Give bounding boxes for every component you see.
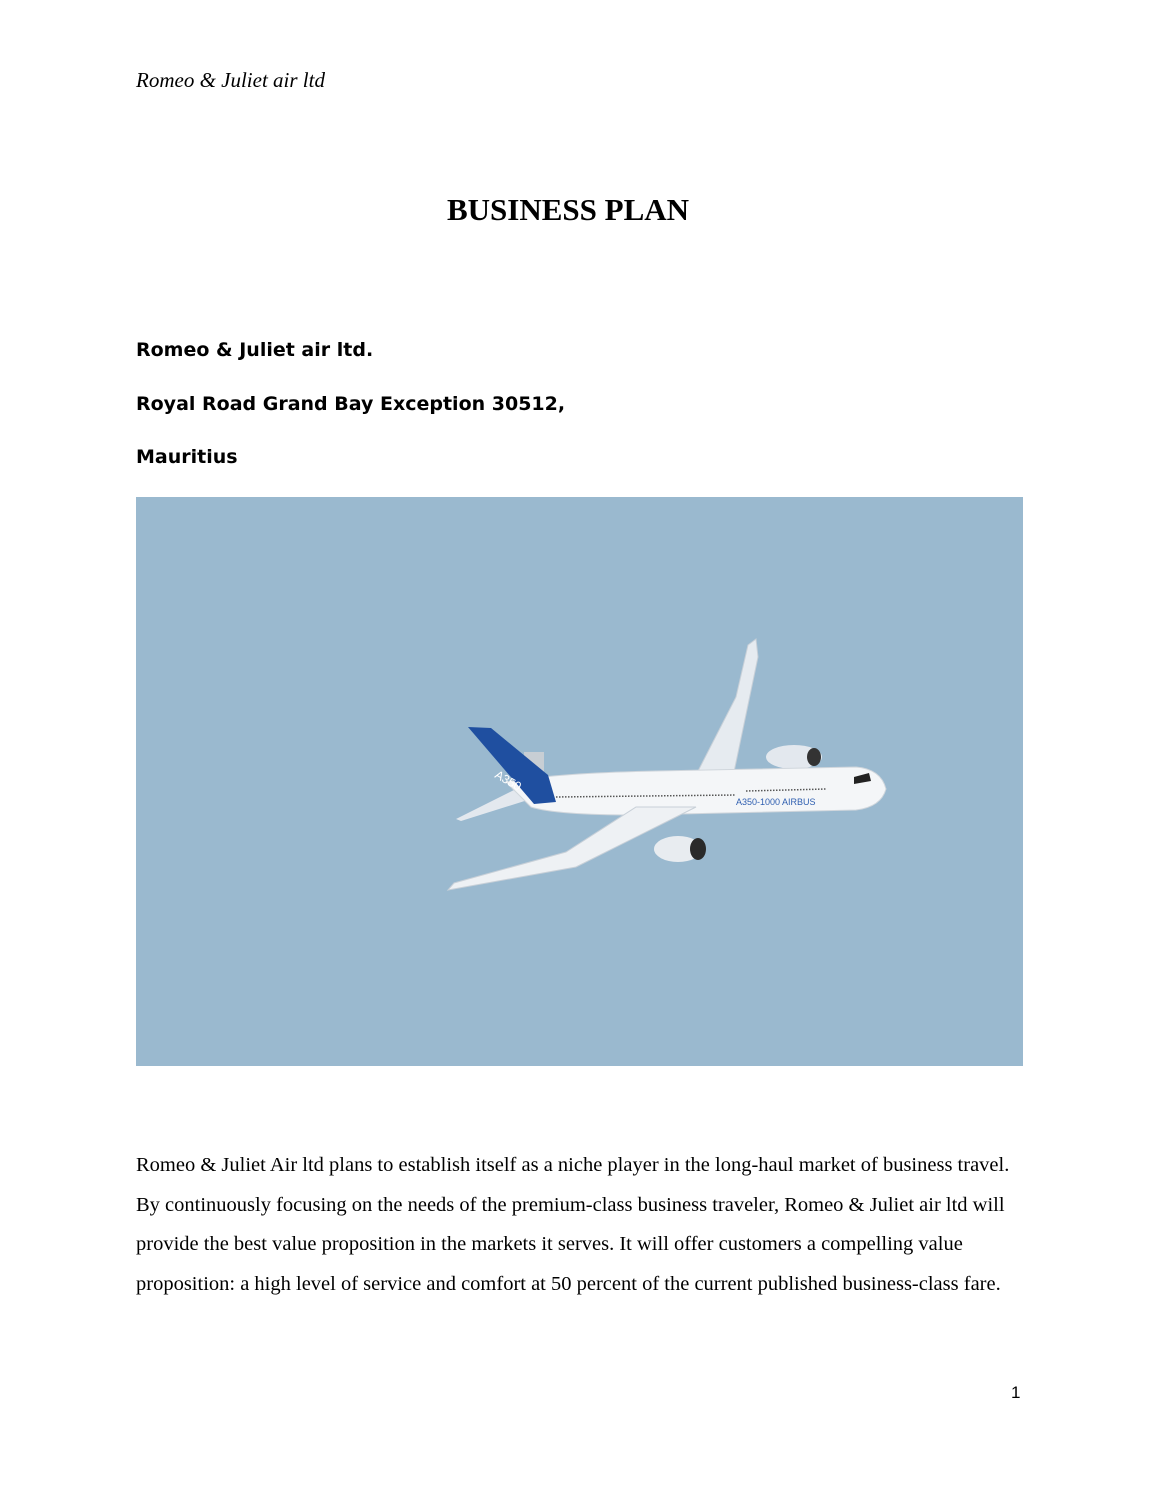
intro-paragraph: Romeo & Juliet Air ltd plans to establish itself as a niche player in the long-haul market of business travel. By continuously focusing on the needs of the premium-class business traveler, Romeo & Juliet air ltd will provide the best value proposition in the markets it serves. It will offer customers a compelling value proposition: a high level of service and comfort at 50 percent of the current published business-class fare. — [136, 1154, 1010, 1295]
page-title: BUSINESS PLAN — [446, 192, 690, 227]
tail-text: A350 — [492, 767, 524, 794]
page-number: 1 — [1011, 1383, 1021, 1402]
fuselage-text: A350-1000 AIRBUS — [736, 797, 816, 807]
running-header: Romeo & Juliet air ltd — [136, 68, 325, 92]
country: Mauritius — [136, 446, 238, 468]
airplane-photo — [136, 497, 1023, 1066]
airplane-illustration — [136, 497, 1023, 1066]
address-line: Royal Road Grand Bay Exception 30512, — [136, 393, 566, 415]
company-name: Romeo & Juliet air ltd. — [136, 339, 374, 361]
